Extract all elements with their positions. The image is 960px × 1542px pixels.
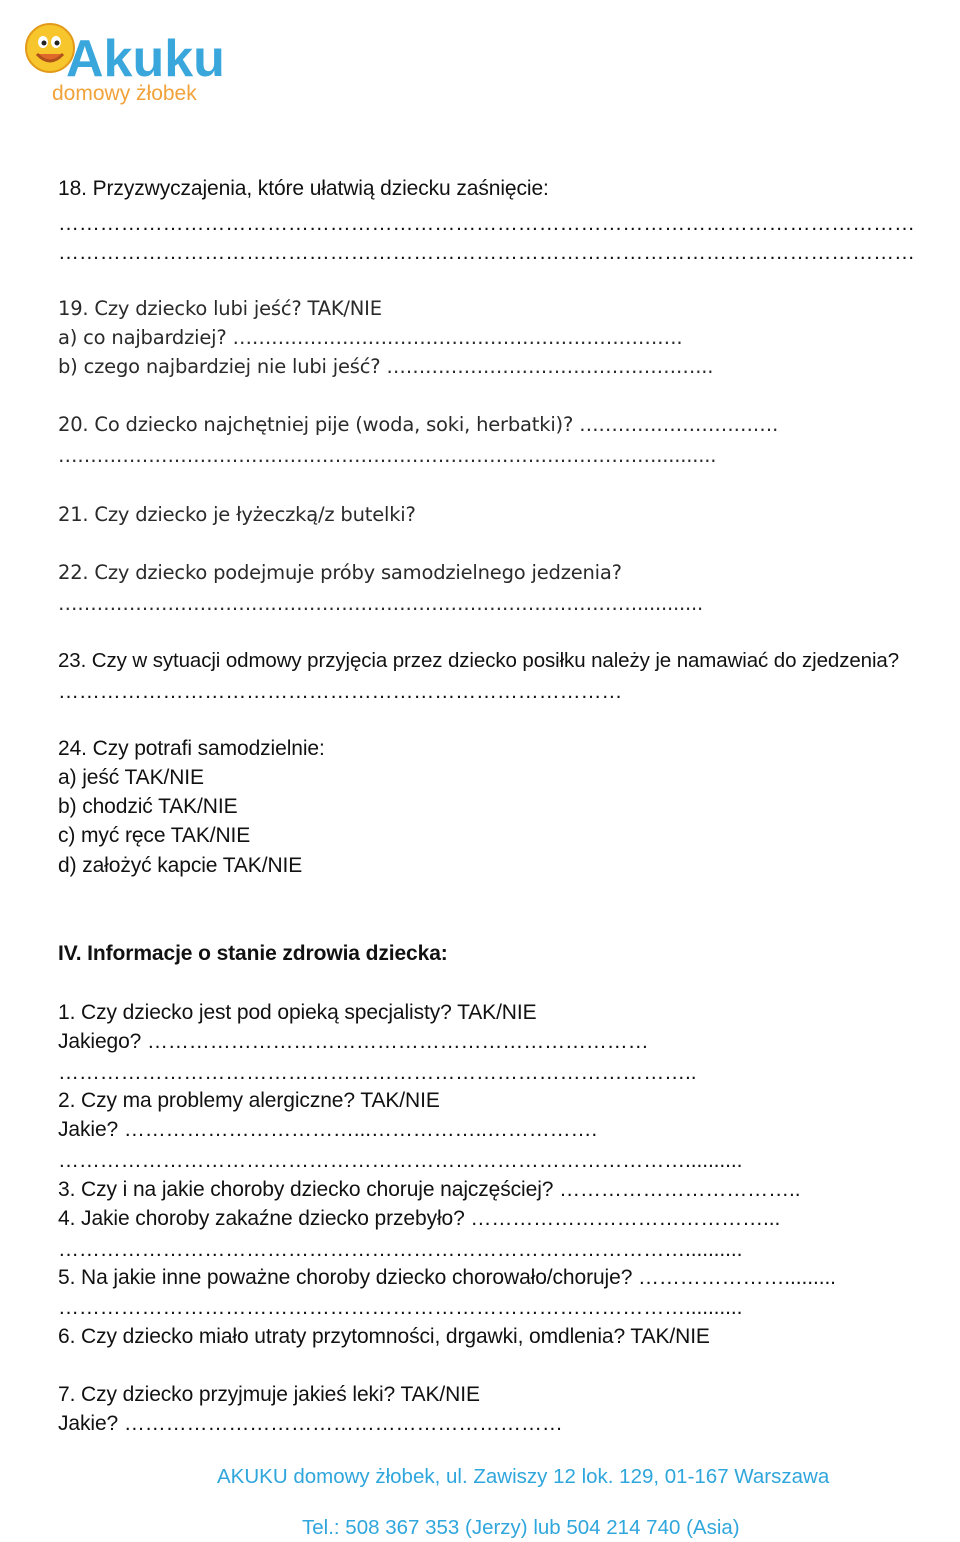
question-20: 20. Co dziecko najchętniej pije (woda, soki, herbatki)? ………………………….: [58, 413, 779, 436]
health-answer-dots-5: ………………………………………………………………………………..........: [58, 1296, 743, 1319]
health-question-1-sub: Jakiego? ………………………………………………………………: [58, 1030, 649, 1053]
health-question-2: 2. Czy ma problemy alergiczne? TAK/NIE: [58, 1089, 440, 1112]
health-question-7-sub: Jakie? ………………………………………………………: [58, 1412, 563, 1435]
footer-address: AKUKU domowy żłobek, ul. Zawiszy 12 lok. 129, 01-167 Warszawa: [217, 1465, 830, 1488]
section-heading-health: IV. Informacje o stanie zdrowia dziecka:: [58, 942, 448, 965]
health-question-3: 3. Czy i na jakie choroby dziecko choruje najczęściej? ……………………………..: [58, 1178, 801, 1201]
question-24b: b) chodzić TAK/NIE: [58, 795, 238, 818]
question-19: 19. Czy dziecko lubi jeść? TAK/NIE: [58, 297, 382, 320]
health-question-5: 5. Na jakie inne poważne choroby dziecko chorowało/choruje? ………………….........: [58, 1266, 836, 1289]
health-answer-dots-2: ………………………………………………………………………………..........: [58, 1149, 743, 1172]
question-24d: d) założyć kapcie TAK/NIE: [58, 854, 303, 877]
question-21: 21. Czy dziecko je łyżeczką/z butelki?: [58, 503, 416, 526]
answer-dots-20: …………………………………………………………………………………..........: [58, 444, 717, 467]
question-22: 22. Czy dziecko podejmuje próby samodzielnego jedzenia?: [58, 561, 622, 584]
health-question-2-sub: Jakie? ……………………………...……………..…………….: [58, 1118, 598, 1141]
answer-dots-23: ………………………………………………………………………: [58, 680, 623, 703]
question-24: 24. Czy potrafi samodzielnie:: [58, 737, 325, 760]
answer-dots-18-1: ……………………………………………………………………………………………………………: [58, 212, 915, 235]
logo-tagline: domowy żłobek: [52, 82, 197, 105]
question-23: 23. Czy w sytuacji odmowy przyjęcia przez dziecko posiłku należy je namawiać do zjedzenia?: [58, 649, 900, 672]
answer-dots-22: ………………………………………………………………………………...........: [58, 592, 703, 615]
health-answer-dots-4: ………………………………………………………………………………..........: [58, 1238, 743, 1261]
health-question-1: 1. Czy dziecko jest pod opieką specjalisty? TAK/NIE: [58, 1001, 537, 1024]
health-answer-dots-1: ………………………………………………………………………………..: [58, 1061, 697, 1084]
question-24a: a) jeść TAK/NIE: [58, 766, 204, 789]
health-question-4: 4. Jakie choroby zakaźne dziecko przebyło? ……………………………………...: [58, 1207, 781, 1230]
logo-graphic: [22, 14, 232, 110]
question-24c: c) myć ręce TAK/NIE: [58, 824, 251, 847]
question-19b: b) czego najbardziej nie lubi jeść? …………………………………………...: [58, 355, 714, 378]
health-question-7: 7. Czy dziecko przyjmuje jakieś leki? TAK/NIE: [58, 1383, 480, 1406]
footer-phone: Tel.: 508 367 353 (Jerzy) lub 504 214 740 (Asia): [302, 1516, 740, 1539]
health-question-6: 6. Czy dziecko miało utraty przytomności, drgawki, omdlenia? TAK/NIE: [58, 1325, 710, 1348]
answer-dots-18-2: ……………………………………………………………………………………………………………: [58, 241, 915, 264]
question-19a: a) co najbardziej? …………………………………………………………….: [58, 326, 683, 349]
question-18: 18. Przyzwyczajenia, które ułatwią dziecku zaśnięcie:: [58, 177, 549, 200]
logo-brand: Akuku: [66, 30, 225, 88]
akuku-logo: [22, 14, 232, 110]
